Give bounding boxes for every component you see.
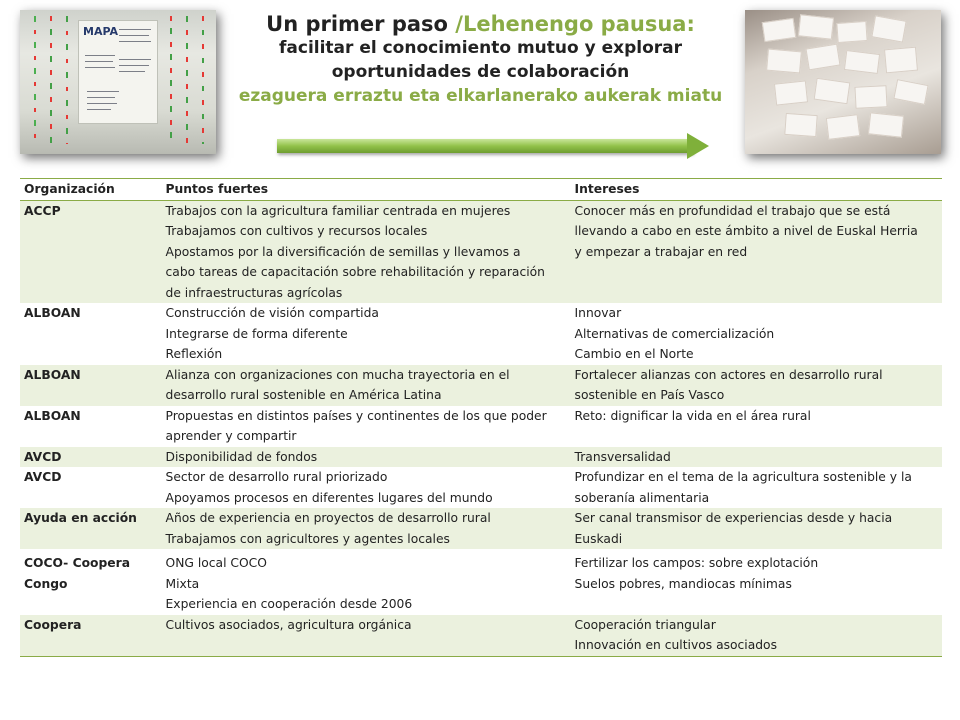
cell-line: Innovar [574, 306, 622, 320]
cell-line: soberanía alimentaria [574, 490, 710, 505]
mapa-poster [78, 20, 158, 124]
title-block [216, 12, 745, 108]
cell-line: ALBOAN [24, 306, 81, 320]
cell-line: Ser canal transmisor de experiencias desde y hacia [574, 511, 893, 525]
cell-line: Fertilizar los campos: sobre explotación [574, 556, 819, 570]
subtitle-basque: ezaguera erraztu eta elkarlanerako aukerak miatu [238, 86, 723, 106]
cell-interests [573, 406, 942, 447]
cell-interests [573, 303, 942, 365]
cell-strengths [164, 508, 573, 549]
cell-line: AVCD [24, 470, 62, 484]
cell-line: Sector de desarrollo rural priorizado [165, 470, 388, 484]
cell-organization [20, 365, 164, 406]
cell-line: Ayuda en acción [24, 511, 137, 525]
cell-interests [573, 508, 942, 549]
cell-organization [20, 406, 164, 447]
cell-line: Apostamos por la diversificación de semillas y llevamos a [165, 244, 521, 259]
cell-strengths [164, 406, 573, 447]
cell-line: Fortalecer alianzas con actores en desarrollo rural [574, 367, 883, 382]
cell-line: Construcción de visión compartida [165, 306, 379, 320]
cell-line: Integrarse de forma diferente [165, 326, 348, 341]
cell-strengths [164, 549, 573, 615]
cell-line: aprender y compartir [165, 429, 297, 443]
cell-organization [20, 200, 164, 303]
title-spanish: Un primer paso [266, 12, 456, 36]
cell-interests [573, 200, 942, 303]
cell-organization [20, 447, 164, 468]
cell-organization [20, 508, 164, 549]
title-basque: /Lehenengo pausua: [455, 12, 695, 36]
cell-line: Reto: dignificar la vida en el área rural [574, 408, 811, 423]
cell-strengths [164, 615, 573, 657]
cell-line: de infraestructuras agrícolas [165, 285, 343, 300]
cell-line: Reflexión [165, 347, 223, 361]
cell-line: Propuestas en distintos países y continentes de los que poder [165, 408, 547, 423]
cell-line: Trabajamos con agricultores y agentes locales [165, 531, 450, 546]
cell-line: Trabajos con la agricultura familiar centrada en mujeres [165, 203, 511, 218]
table-row [20, 406, 942, 447]
cell-organization [20, 549, 164, 615]
subtitle-line-1: facilitar el conocimiento mutuo y explorar [279, 38, 682, 58]
page-title [216, 12, 745, 36]
cell-line: ALBOAN [24, 367, 81, 382]
cell-line: Conocer más en profundidad el trabajo que se está [574, 203, 891, 218]
organizations-table [20, 178, 942, 657]
cell-line: Disponibilidad de fondos [165, 449, 318, 464]
cell-line: Apoyamos procesos en diferentes lugares del mundo [165, 490, 493, 505]
workshop-photo-right [745, 10, 941, 154]
cell-line: ONG local COCO [165, 556, 267, 570]
cell-line: Euskadi [574, 531, 623, 546]
cell-line: COCO- Coopera [24, 556, 130, 570]
cell-line: Suelos pobres, mandiocas mínimas [574, 576, 792, 591]
cell-line: Congo [24, 576, 68, 591]
subtitle-line-2: oportunidades de colaboración [331, 62, 630, 82]
cell-strengths [164, 467, 573, 508]
cell-organization [20, 467, 164, 508]
cell-line: AVCD [24, 449, 62, 464]
cell-line: Profundizar en el tema de la agricultura sostenible y la [574, 470, 912, 484]
cell-line: Cooperación triangular [574, 617, 716, 632]
cell-interests [573, 549, 942, 615]
cell-interests [573, 467, 942, 508]
cell-line: Cambio en el Norte [574, 347, 694, 361]
cell-organization [20, 303, 164, 365]
column-header-interests: Intereses [573, 179, 942, 201]
cell-line: desarrollo rural sostenible en América Latina [165, 388, 442, 402]
cell-organization [20, 615, 164, 657]
table-row [20, 467, 942, 508]
cell-line: Alternativas de comercialización [574, 326, 775, 341]
cell-line: llevando a cabo en este ámbito a nivel de Euskal Herria [574, 224, 918, 238]
cell-interests [573, 615, 942, 657]
cell-line: ACCP [24, 203, 61, 218]
table-header [20, 179, 942, 201]
table-row [20, 508, 942, 549]
cell-line: Coopera [24, 617, 82, 632]
table-row [20, 447, 942, 468]
cell-line: ALBOAN [24, 408, 81, 423]
cell-strengths [164, 365, 573, 406]
cell-interests [573, 365, 942, 406]
cell-line: y empezar a trabajar en red [574, 244, 748, 259]
table-row [20, 549, 942, 615]
column-header-strengths: Puntos fuertes [164, 179, 573, 201]
cell-line: sostenible en País Vasco [574, 388, 725, 402]
table-row [20, 615, 942, 657]
cell-strengths [164, 303, 573, 365]
column-header-organization: Organización [20, 179, 164, 201]
cell-line: Transversalidad [574, 449, 671, 464]
workshop-photo-left [20, 10, 216, 154]
cell-line: Cultivos asociados, agricultura orgánica [165, 617, 412, 632]
table-row [20, 365, 942, 406]
poster-title: MAPA [83, 25, 119, 38]
cell-line: Experiencia en cooperación desde 2006 [165, 597, 413, 611]
cell-interests [573, 447, 942, 468]
cell-line: Innovación en cultivos asociados [574, 638, 777, 652]
cell-strengths [164, 447, 573, 468]
table-row [20, 303, 942, 365]
cell-line: cabo tareas de capacitación sobre rehabilitación y reparación [165, 265, 545, 279]
cell-line: Alianza con organizaciones con mucha trayectoria en el [165, 367, 510, 382]
cell-line: Mixta [165, 576, 200, 591]
cell-line: Trabajamos con cultivos y recursos locales [165, 224, 428, 238]
right-arrow-icon [277, 133, 709, 159]
cell-line: Años de experiencia en proyectos de desarrollo rural [165, 511, 491, 525]
table-row [20, 200, 942, 303]
cell-strengths [164, 200, 573, 303]
